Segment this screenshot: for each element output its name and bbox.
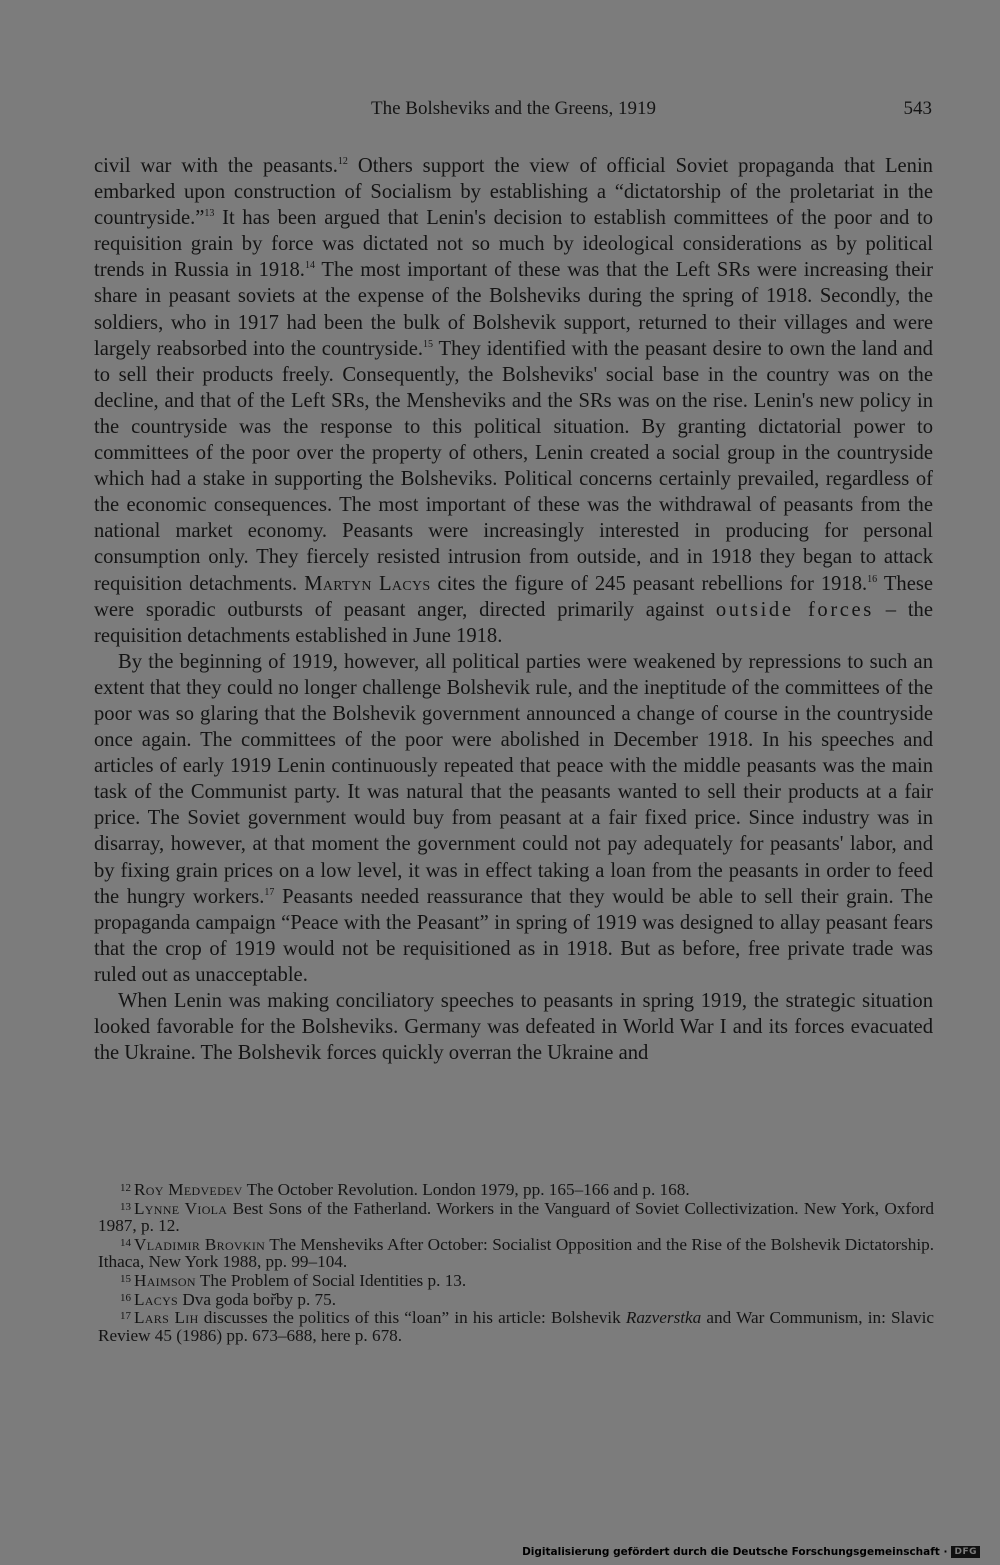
footnote-13: $^{13}$ Lynne Viola Best Sons of the Fatherland. Workers in the Vanguard of Soviet Collectivization. New York, Oxford 1987, p. 12.	[98, 1198, 934, 1236]
spaced-emphasis: outside forces	[715, 598, 874, 621]
footnote-ref-16[interactable]: 16	[867, 573, 878, 585]
running-head	[95, 98, 932, 124]
paragraph-1: civil war with the peasants.$^{12}$ Others support the view of official Soviet propaganda that Lenin embarked upon construction of Socialism by establishing a “dictatorship of the proletariat in the countryside.”$^{13}$ It has been argued that Lenin's decision to establish committees of the poor and to requisition grain by force was dictated not so much by ideological considerations as by political trends in Russia in 1918.14 The most important of these was that the Left SRs were increasing their share in peasant soviets at the expense of the Bolsheviks during the spring of 1918. Secondly, the soldiers, who in 1917 had been the bulk of Bolshevik support, returned to their villages and were largely reabsorbed into the countryside.$^{15}$ They identified with the peasant desire to own the land and to sell their products freely. Consequently, the Bolsheviks' social base in the country was on the decline, and that of the Left SRs, the Mensheviks and the SRs was on the rise. Lenin's new policy in the countryside was the response to this political situation. By granting dictatorial power to committees of the poor over the property of others, Lenin created a social group in the countryside which had a stake in supporting the Bolsheviks. Political concerns certainly prevailed, regardless of the economic consequences. The most important of these was the withdrawal of peasants from the national market economy. Peasants were increasingly interested in producing for personal consumption only. They fiercely resisted intrusion from outside, and in 1918 they began to attack requisition detachments. Martyn Lacys cites the figure of 245 peasant rebellions for 1918.16 These were sporadic outbursts of peasant anger, directed primarily against outside forces – the requisition detachments established in June 1918.	[94, 155, 933, 647]
footnote-17: $^{17}$ Lars Lih discusses the politics of this “loan” in his article: Bolshevik Razverstka and War Communism, in: Slavic Review 45 (1986) pp. 673–688, here p. 678.	[98, 1308, 935, 1345]
footnote-16: $^{16}$ Lacys Dva goda bor̆by p. 75.	[120, 1289, 337, 1309]
author-name: Martyn Lacys	[304, 572, 431, 595]
footnote-12: $^{12}$ Roy Medvedev The October Revolution. London 1979, pp. 165–166 and p. 168.	[120, 1180, 690, 1199]
paragraph-3: When Lenin was making conciliatory speeches to peasants in spring 1919, the strategic situation looked favorable for the Bolsheviks. Germany was defeated in World War I and its forces evacuated the Ukraine. The Bolshevik forces quickly overran the Ukraine and	[94, 990, 933, 1065]
footnote-15: $^{15}$ Haimson The Problem of Social Identities p. 13.	[120, 1270, 467, 1290]
digitization-credit	[522, 1546, 980, 1558]
footnote-ref-17[interactable]: 17	[264, 886, 275, 898]
body-text	[94, 153, 933, 1066]
page-number: 543	[903, 98, 932, 119]
footnote-ref-13[interactable]: 13	[204, 208, 215, 220]
credit-text: Digitalisierung gefördert durch die Deutsche Forschungsgemeinschaft ·	[522, 1546, 948, 1558]
paragraph-2: By the beginning of 1919, however, all political parties were weakened by repressions to such an extent that they could no longer challenge Bolshevik rule, and the ineptitude of the committees of the poor was so glaring that the Bolshevik government announced a change of course in the countryside once again. The committees of the poor were abolished in December 1918. In his speeches and articles of early 1919 Lenin continuously repeated that peace with the middle peasants was the main task of the Communist party. It was natural that the peasants wanted to sell their products at a fair price. The Soviet government would buy from peasant at a fair fixed price. Since industry was in disarray, however, at that moment the government could not pay adequately for peasants' labor, and by fixing grain prices on a low level, it was in effect taking a loan from the peasants in order to feed the hungry workers.$^{17}$ Peasants needed reassurance that they would be able to sell their grain. The propaganda campaign “Peace with the Peasant” in spring of 1919 was designed to allay peasant fears that the crop of 1919 would not be requisitioned as in 1918. But as before, free private trade was ruled out as unacceptable.	[94, 650, 933, 986]
footnotes	[98, 1180, 934, 1344]
footnote-ref-14[interactable]: 14	[304, 260, 315, 272]
running-head-title: The Bolsheviks and the Greens, 1919	[371, 98, 656, 119]
footnote-ref-15[interactable]: 15	[423, 338, 434, 350]
footnote-14: $^{14}$ Vladimir Brovkin The Mensheviks After October: Socialist Opposition and the Rise of the Bolshevik Dictatorship. Ithaca, New York 1988, pp. 99–104.	[98, 1234, 934, 1272]
dfg-logo: DFG	[951, 1546, 980, 1558]
footnote-ref-12[interactable]: 12	[337, 156, 348, 167]
